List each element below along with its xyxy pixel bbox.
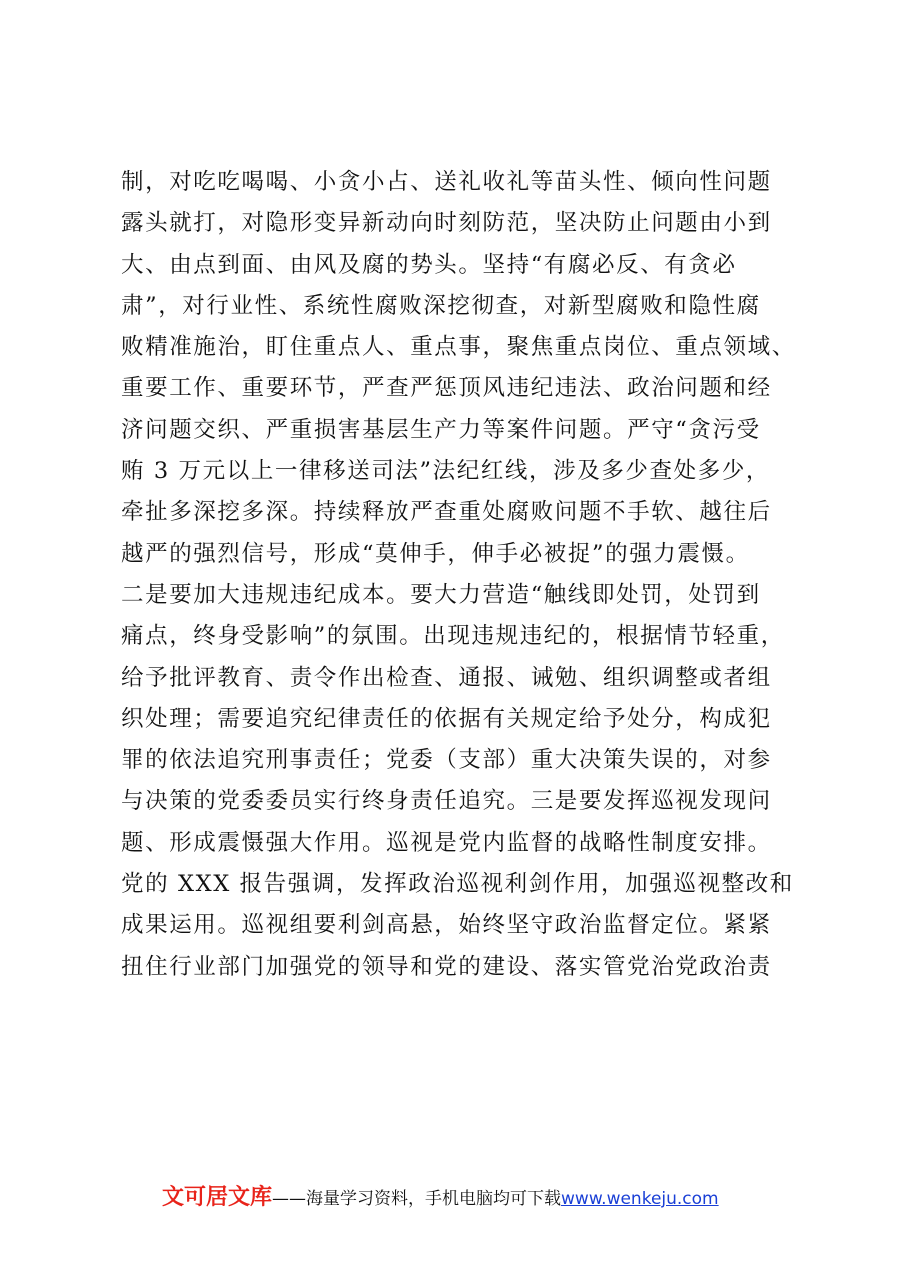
text-line: 制，对吃吃喝喝、小贪小占、送礼收礼等苗头性、倾向性问题 (121, 169, 772, 195)
text-line: 牵扯多深挖多深。持续释放严查重处腐败问题不手软、越往后 (121, 499, 772, 526)
footer-website-link[interactable]: www.wenkeju.com (561, 1189, 719, 1209)
text-line: 成果运用。巡视组要利剑高悬，始终坚守政治监督定位。紧紧 (121, 912, 772, 939)
text-line: 二是要加大违规违纪成本。要大力营造“触线即处罚，处罚到 (121, 581, 761, 608)
text-line: 题、形成震慑强大作用。巡视是党内监督的战略性制度安排。 (121, 829, 772, 856)
text-line: 肃”，对行业性、系统性腐败深挖彻查，对新型腐败和隐性腐 (121, 292, 761, 319)
body-text (121, 162, 811, 988)
text-line: 重要工作、重要环节，严查严惩顶风违纪违法、政治问题和经 (121, 375, 772, 402)
text-line: 大、由点到面、由风及腐的势头。坚持“有腐必反、有贪必 (121, 251, 737, 278)
text-line: 与决策的党委委员实行终身责任追究。三是要发挥巡视发现问 (121, 788, 772, 815)
footer-banner (162, 1183, 782, 1213)
text-line: 济问题交织、严重损害基层生产力等案件问题。严守“贪污受 (121, 416, 761, 443)
text-line: 痛点，终身受影响”的氛围。出现违规违纪的，根据情节轻重， (121, 623, 785, 650)
text-line: 党的 XXX 报告强调，发挥政治巡视利剑作用，加强巡视整改和 (121, 871, 794, 898)
text-line: 越严的强烈信号，形成“莫伸手，伸手必被捉”的强力震慑。 (121, 540, 750, 567)
text-line: 织处理；需要追究纪律责任的依据有关规定给予处分，构成犯 (121, 705, 772, 732)
footer-brand: 文可居文库 (162, 1185, 273, 1210)
footer-tagline: ——海量学习资料，手机电脑均可下载 (272, 1189, 562, 1209)
text-line: 扭住行业部门加强党的领导和党的建设、落实管党治党政治责 (121, 953, 772, 980)
text-line: 露头就打，对隐形变异新动向时刻防范，坚决防止问题由小到 (121, 210, 772, 237)
text-line: 罪的依法追究刑事责任；党委（支部）重大决策失误的，对参 (121, 747, 772, 774)
text-line: 败精准施治，盯住重点人、重点事，聚焦重点岗位、重点领域、 (121, 334, 796, 361)
text-line: 给予批评教育、责令作出检查、通报、诫勉、组织调整或者组 (121, 664, 772, 691)
text-line: 贿 3 万元以上一律移送司法”法纪红线，涉及多少查处多少， (121, 458, 771, 485)
